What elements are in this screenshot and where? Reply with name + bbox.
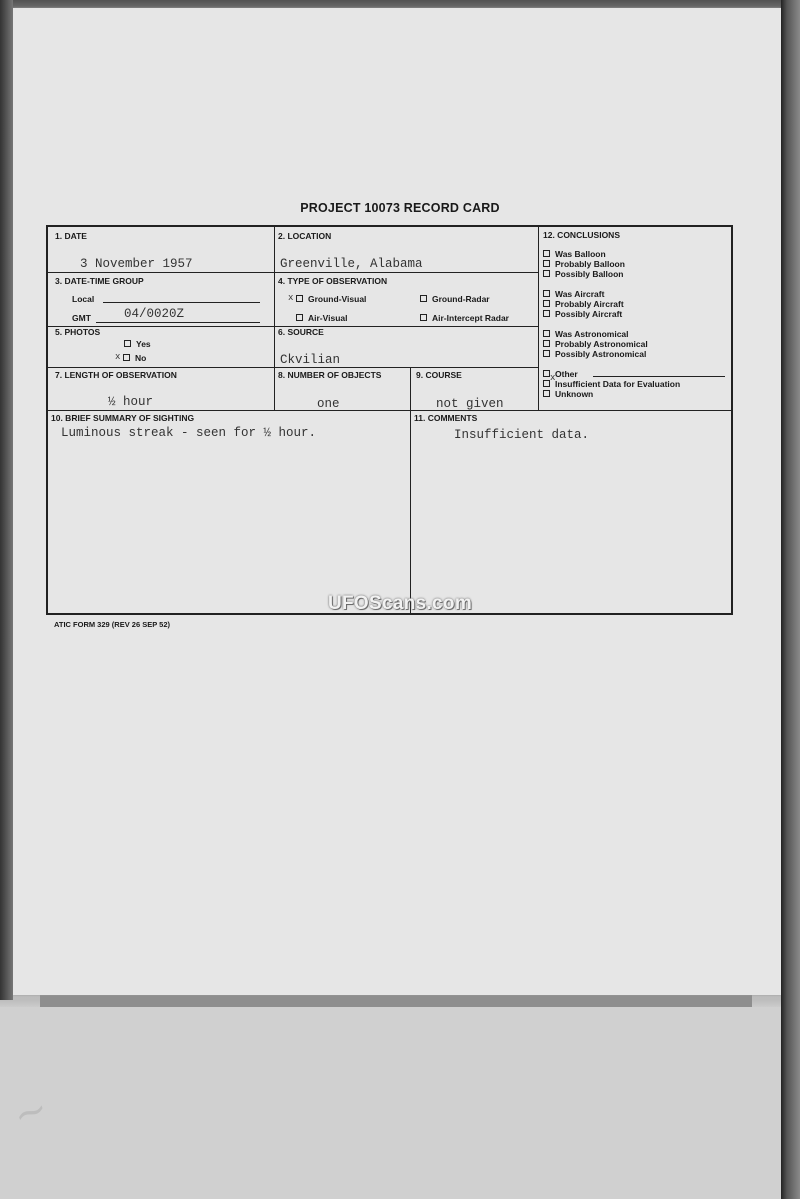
conclusion-was-balloon xyxy=(543,249,606,259)
photos-label: 5. PHOTOS xyxy=(55,327,101,337)
gmt-line xyxy=(96,322,260,323)
number-of-objects-value: one xyxy=(317,397,340,411)
local-time-label: Local xyxy=(72,294,95,304)
conclusion-text: Probably Aircraft xyxy=(555,299,624,309)
photos-no-mark: x xyxy=(115,352,121,362)
local-time-line xyxy=(103,302,260,303)
scan-left-edge xyxy=(0,0,13,1000)
course-value: not given xyxy=(436,397,504,411)
gmt-value: 04/0020Z xyxy=(124,307,185,321)
number-of-objects-label: 8. NUMBER OF OBJECTS xyxy=(278,370,382,380)
date-time-group-label: 3. DATE-TIME GROUP xyxy=(55,276,144,286)
gmt-label: GMT xyxy=(72,313,91,323)
course-label: 9. COURSE xyxy=(416,370,462,380)
option-air-intercept-radar xyxy=(420,313,509,323)
record-card-form xyxy=(46,225,733,615)
conclusion-text: Other xyxy=(555,369,578,379)
conclusion-text: Possibly Astronomical xyxy=(555,349,647,359)
photos-yes xyxy=(124,339,151,349)
date-label: 1. DATE xyxy=(55,231,87,241)
comments-value: Insufficient data. xyxy=(454,428,590,442)
insufficient-data-mark: x xyxy=(550,373,556,383)
conclusion-text: Possibly Aircraft xyxy=(555,309,623,319)
watermark: UFOScans.com xyxy=(327,593,473,614)
type-of-observation-label: 4. TYPE OF OBSERVATION xyxy=(278,276,388,286)
ground-radar-text: Ground-Radar xyxy=(432,294,490,304)
conclusion-text: Possibly Balloon xyxy=(555,269,624,279)
card-title: PROJECT 10073 RECORD CARD xyxy=(300,201,500,215)
length-label: 7. LENGTH OF OBSERVATION xyxy=(55,370,177,380)
ground-visual-text: Ground-Visual xyxy=(308,294,367,304)
date-value: 3 November 1957 xyxy=(80,257,193,271)
conclusion-possibly-balloon xyxy=(543,269,624,279)
source-label: 6. SOURCE xyxy=(278,327,324,337)
air-intercept-radar-text: Air-Intercept Radar xyxy=(432,313,509,323)
comments-label: 11. COMMENTS xyxy=(414,413,478,423)
conclusion-possibly-astronomical xyxy=(543,349,646,359)
conclusion-probably-aircraft xyxy=(543,299,624,309)
conclusion-text: Insufficient Data for Evaluation xyxy=(555,379,681,389)
form-number: ATIC FORM 329 (REV 26 SEP 52) xyxy=(54,620,171,629)
conclusion-insufficient-data xyxy=(543,379,680,389)
location-value: Greenville, Alabama xyxy=(280,257,423,271)
lower-sheet xyxy=(0,1007,781,1199)
conclusion-probably-astronomical xyxy=(543,339,648,349)
summary-value: Luminous streak - seen for ½ hour. xyxy=(61,426,317,440)
location-label: 2. LOCATION xyxy=(278,231,332,241)
conclusion-unknown xyxy=(543,389,593,399)
other-line xyxy=(593,376,725,377)
length-value: ½ hour xyxy=(108,395,154,409)
conclusion-text: Probably Balloon xyxy=(555,259,625,269)
conclusion-text: Probably Astronomical xyxy=(555,339,648,349)
handwriting-smudge: ~ xyxy=(7,1084,55,1140)
paper-shadow xyxy=(40,993,752,1007)
option-ground-visual xyxy=(296,294,366,304)
conclusion-possibly-aircraft xyxy=(543,309,622,319)
conclusion-was-aircraft xyxy=(543,289,604,299)
conclusion-other xyxy=(543,369,578,379)
conclusion-was-astronomical xyxy=(543,329,629,339)
conclusions-label: 12. CONCLUSIONS xyxy=(543,230,620,240)
conclusion-text: Was Balloon xyxy=(555,249,606,259)
conclusion-probably-balloon xyxy=(543,259,625,269)
option-ground-radar xyxy=(420,294,490,304)
photos-no-text: No xyxy=(135,353,147,363)
option-air-visual xyxy=(296,313,348,323)
air-visual-text: Air-Visual xyxy=(308,313,348,323)
source-value: Ckvilian xyxy=(280,353,341,367)
summary-label: 10. BRIEF SUMMARY OF SIGHTING xyxy=(51,413,195,423)
conclusion-text: Was Astronomical xyxy=(555,329,629,339)
conclusion-text: Was Aircraft xyxy=(555,289,605,299)
photos-no xyxy=(123,353,146,363)
ground-visual-mark: x xyxy=(288,293,294,303)
photos-yes-text: Yes xyxy=(136,339,151,349)
conclusion-text: Unknown xyxy=(555,389,594,399)
